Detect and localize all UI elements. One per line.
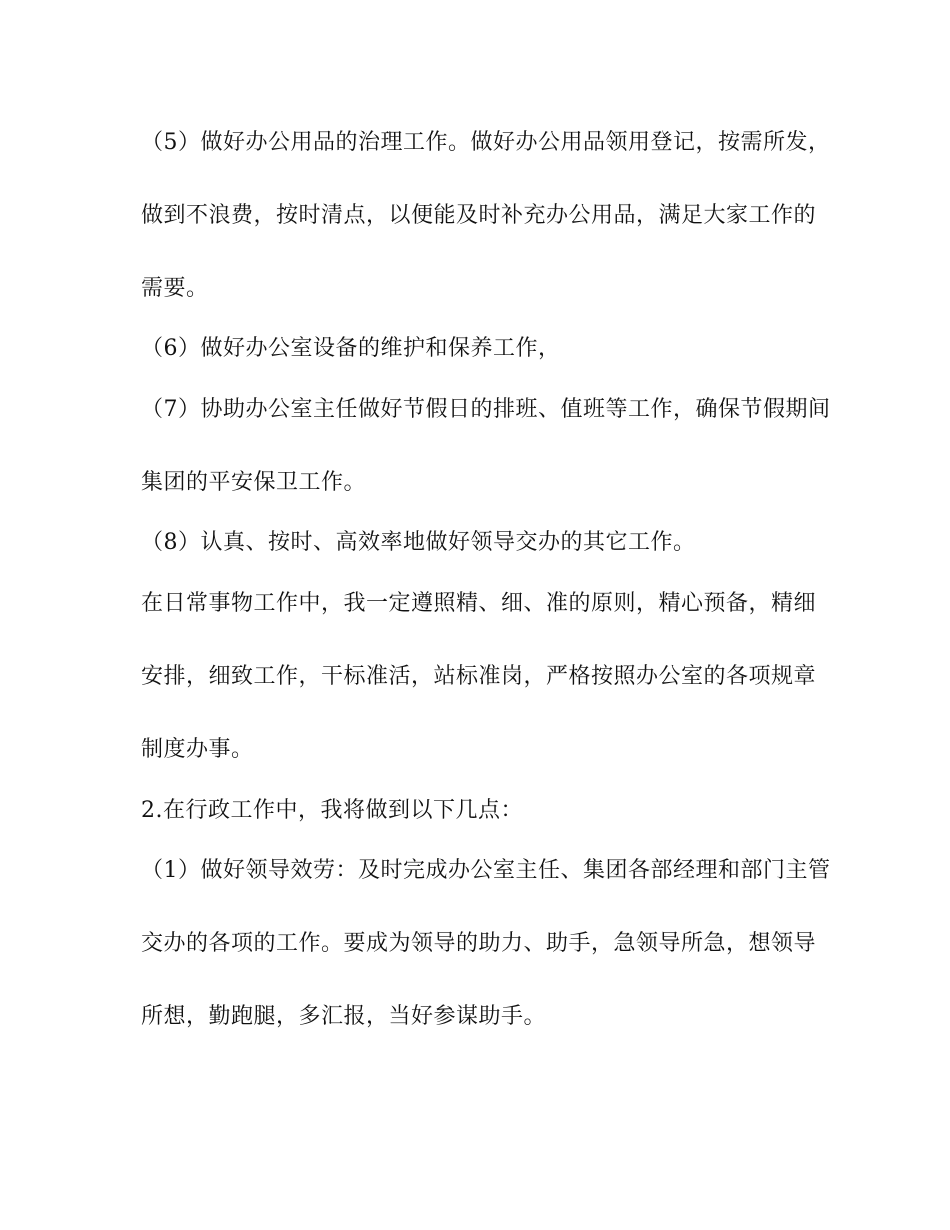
paragraph-line: （1）做好领导效劳：及时完成办公室主任、集团各部经理和部门主管 [141, 858, 831, 883]
paragraph-line: 安排，细致工作，干标准活，站标准岗，严格按照办公室的各项规章 [141, 664, 817, 689]
paragraph-line: 制度办事。 [141, 737, 254, 762]
paragraph-line: 需要。 [141, 276, 209, 301]
paragraph-line: 做到不浪费，按时清点，以便能及时补充办公用品，满足大家工作的 [141, 203, 817, 228]
paragraph-line: 2.在行政工作中，我将做到以下几点： [141, 798, 523, 823]
paragraph-line: 在日常事物工作中，我一定遵照精、细、准的原则，精心预备，精细 [141, 591, 817, 616]
paragraph-line: 集团的平安保卫工作。 [141, 470, 367, 495]
paragraph-line: 交办的各项的工作。要成为领导的助力、助手，急领导所急，想领导 [141, 931, 817, 956]
paragraph-line: （6）做好办公室设备的维护和保养工作， [141, 336, 561, 361]
paragraph-line: （8）认真、按时、高效率地做好领导交办的其它工作。 [141, 530, 696, 555]
paragraph-line: 所想，勤跑腿，多汇报，当好参谋助手。 [141, 1004, 547, 1029]
paragraph-line: （5）做好办公用品的治理工作。做好办公用品领用登记，按需所发， [141, 130, 831, 155]
paragraph-line: （7）协助办公室主任做好节假日的排班、值班等工作，确保节假期间 [141, 397, 831, 422]
